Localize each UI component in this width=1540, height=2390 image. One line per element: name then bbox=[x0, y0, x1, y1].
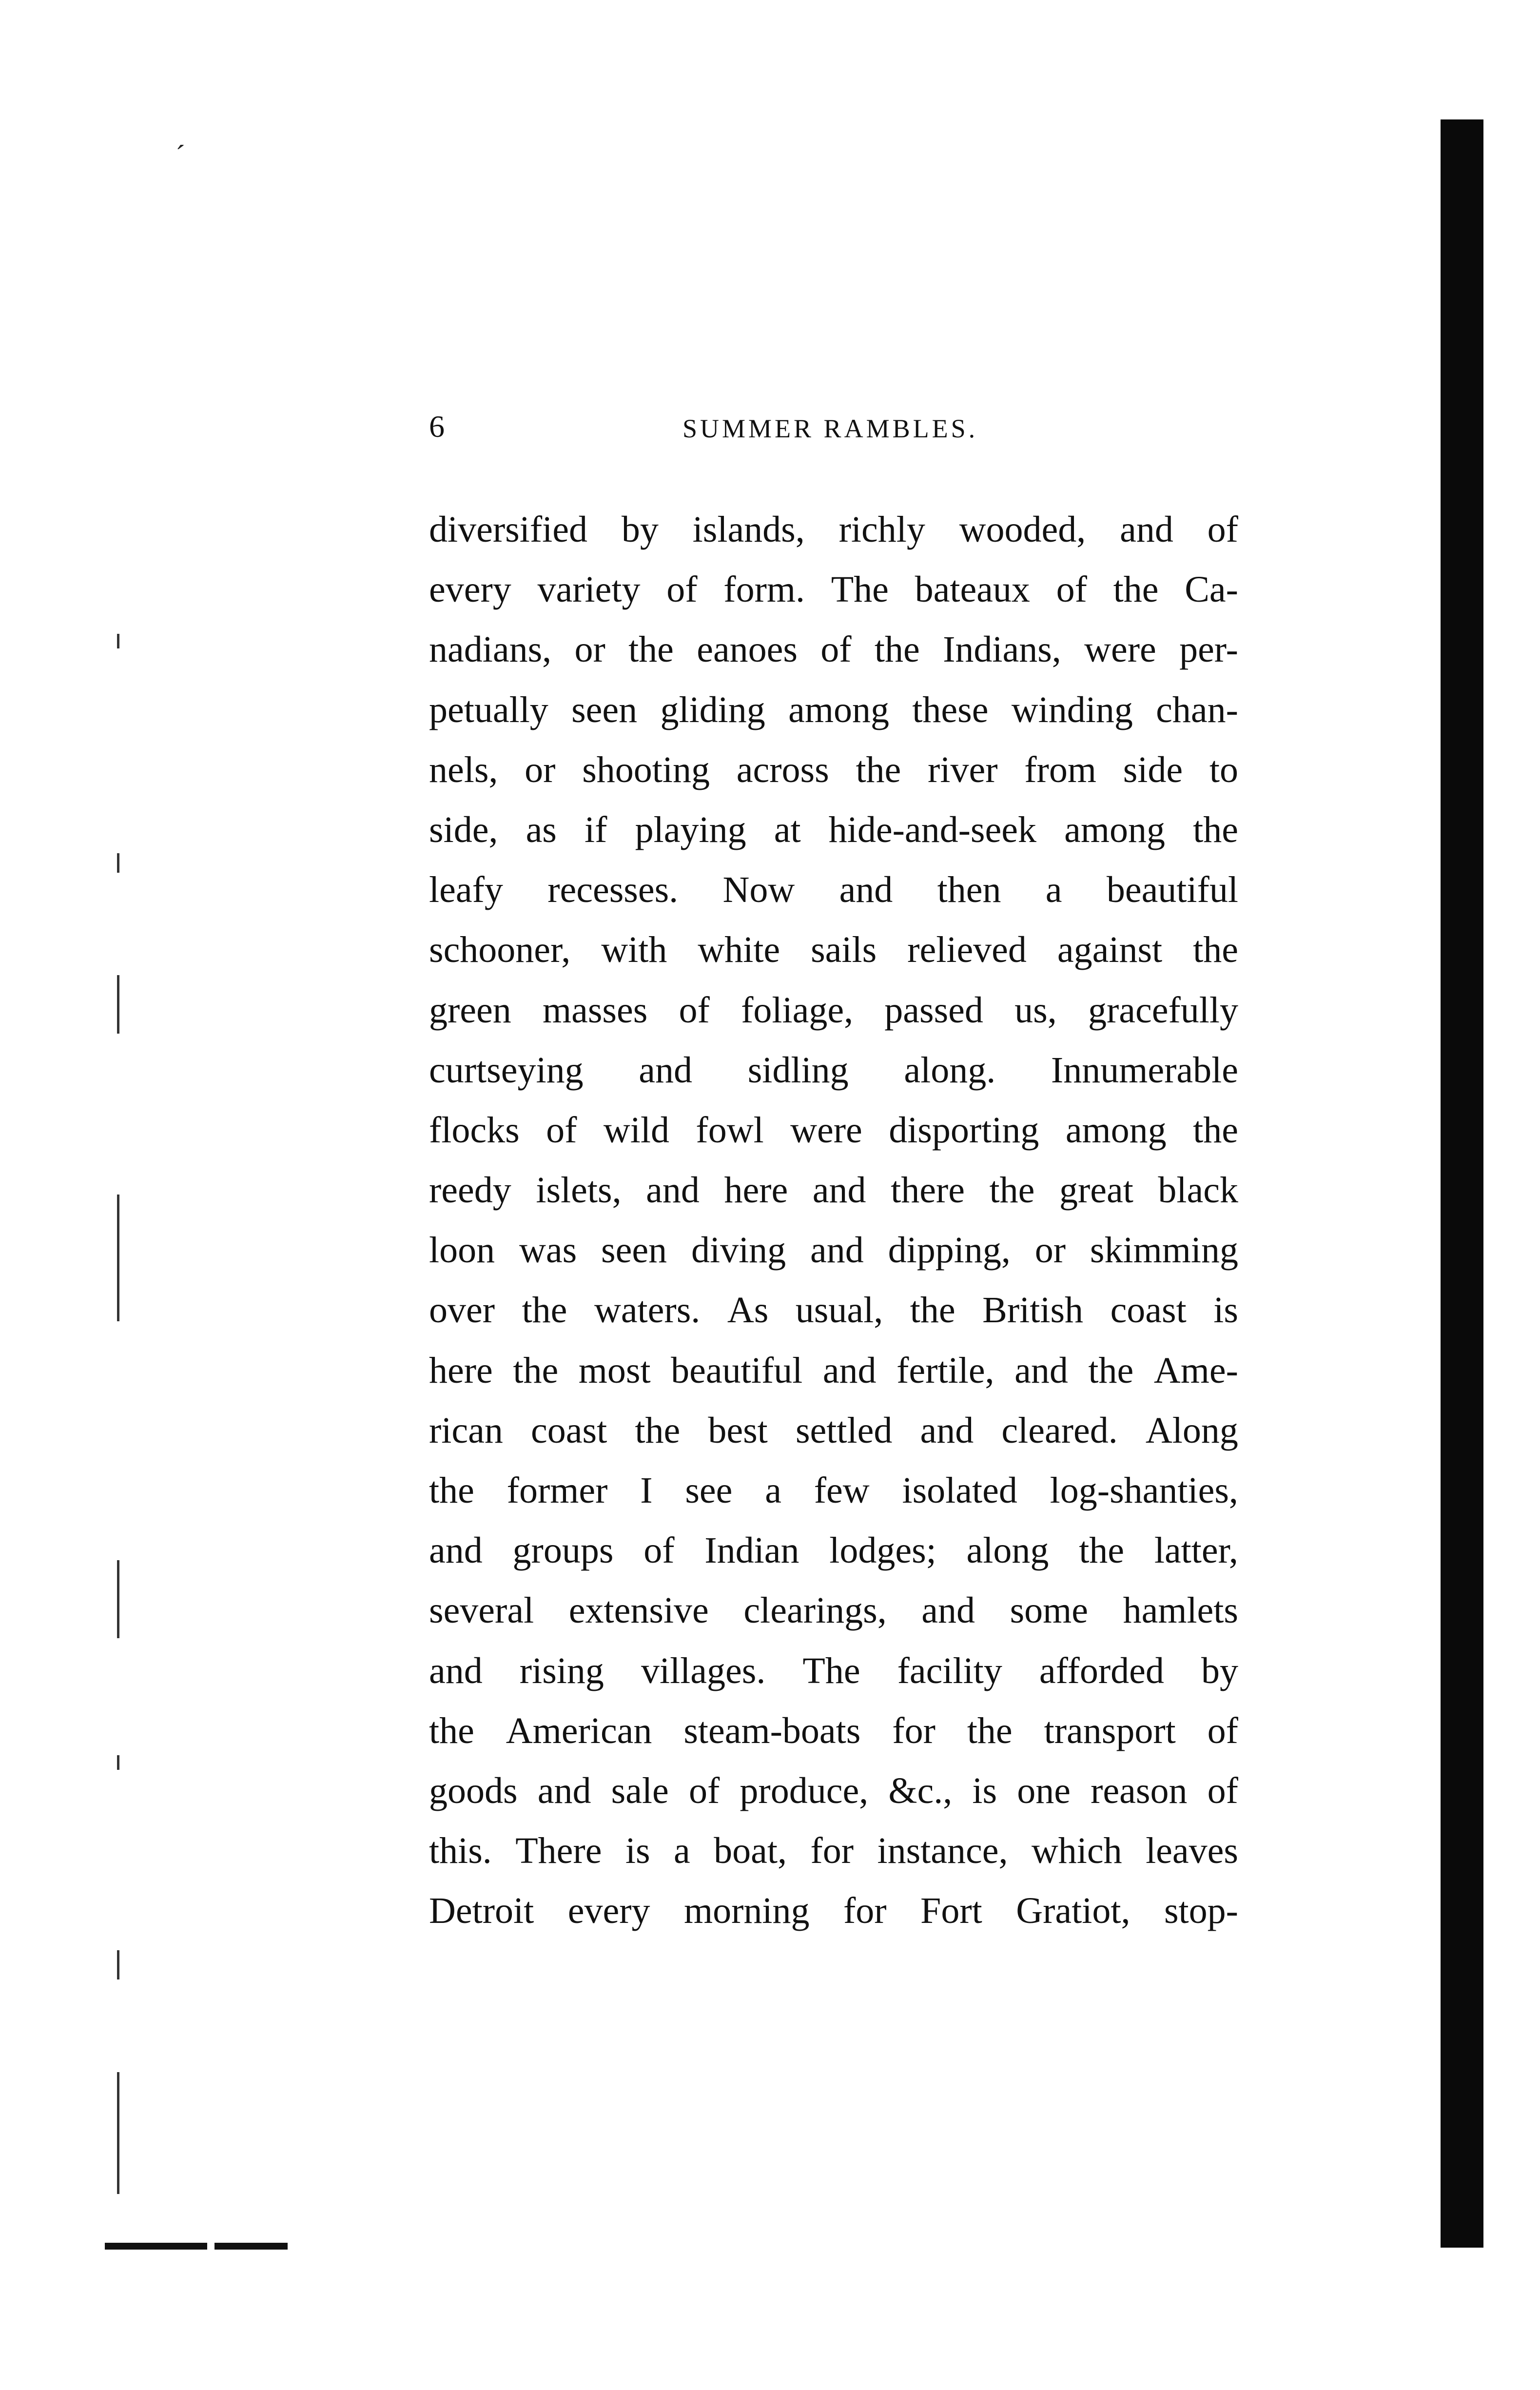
word: cleared. bbox=[1001, 1410, 1118, 1451]
word: morning bbox=[683, 1890, 810, 1932]
word: the bbox=[967, 1710, 1013, 1751]
word: loon bbox=[429, 1230, 495, 1271]
word: foliage, bbox=[741, 989, 854, 1031]
text-line bbox=[429, 500, 1238, 560]
word: which bbox=[1031, 1830, 1122, 1872]
word: the bbox=[635, 1410, 681, 1451]
word: for bbox=[892, 1710, 936, 1751]
word: extensive bbox=[568, 1590, 709, 1631]
body-text bbox=[429, 500, 1238, 1941]
word: stop- bbox=[1164, 1890, 1238, 1932]
word: green bbox=[429, 989, 511, 1031]
word: the bbox=[874, 629, 920, 670]
word: and bbox=[429, 1650, 483, 1691]
text-line bbox=[429, 800, 1238, 860]
word: the bbox=[1193, 1109, 1238, 1151]
word: and bbox=[822, 1350, 877, 1391]
word: across bbox=[736, 749, 829, 790]
text-line bbox=[429, 1581, 1238, 1641]
word: form. bbox=[723, 569, 805, 610]
word: the bbox=[856, 749, 901, 790]
word: coast bbox=[1110, 1290, 1187, 1331]
word: a bbox=[673, 1830, 690, 1872]
word: see bbox=[685, 1470, 733, 1511]
word: per- bbox=[1179, 629, 1238, 670]
word: is bbox=[972, 1770, 997, 1811]
text-line bbox=[429, 860, 1238, 920]
word: along bbox=[966, 1530, 1049, 1571]
text-line bbox=[429, 1341, 1238, 1401]
word: richly bbox=[838, 509, 925, 550]
word: afforded bbox=[1039, 1650, 1164, 1691]
word: or bbox=[1034, 1230, 1066, 1271]
word: The bbox=[802, 1650, 860, 1691]
word: along. bbox=[904, 1049, 996, 1091]
text-line bbox=[429, 1040, 1238, 1100]
running-title: SUMMER RAMBLES. bbox=[682, 414, 978, 443]
word: and bbox=[1120, 509, 1173, 550]
word: for bbox=[843, 1890, 887, 1932]
word: flocks bbox=[429, 1109, 520, 1151]
word: of bbox=[666, 569, 698, 610]
word: produce, bbox=[740, 1770, 869, 1811]
word: these bbox=[912, 689, 989, 730]
word: river bbox=[928, 749, 998, 790]
word: sale bbox=[611, 1770, 669, 1811]
word: wooded, bbox=[959, 509, 1086, 550]
word: lodges; bbox=[829, 1530, 936, 1571]
word: here bbox=[429, 1350, 493, 1391]
word: every bbox=[429, 569, 511, 610]
text-line bbox=[429, 1160, 1238, 1220]
text-line bbox=[429, 1521, 1238, 1581]
word: among bbox=[1064, 809, 1165, 850]
word: dipping, bbox=[888, 1230, 1011, 1271]
word: sails bbox=[811, 929, 877, 971]
word: if bbox=[585, 809, 607, 850]
word: coast bbox=[531, 1410, 607, 1451]
word: and bbox=[429, 1530, 483, 1571]
word: waters. bbox=[594, 1290, 701, 1331]
word: white bbox=[698, 929, 780, 971]
text-line bbox=[429, 1761, 1238, 1821]
word: fertile, bbox=[897, 1350, 994, 1391]
word: and bbox=[920, 1410, 974, 1451]
word: Fort bbox=[920, 1890, 982, 1932]
word: or bbox=[574, 629, 605, 670]
word: steam-boats bbox=[683, 1710, 861, 1751]
word: leaves bbox=[1146, 1830, 1238, 1872]
text-line bbox=[429, 740, 1238, 800]
word: As bbox=[727, 1290, 769, 1331]
word: bateaux bbox=[915, 569, 1030, 610]
word: villages. bbox=[641, 1650, 766, 1691]
word: transport bbox=[1044, 1710, 1176, 1751]
word: among bbox=[788, 689, 889, 730]
word: several bbox=[429, 1590, 534, 1631]
word: hide-and-seek bbox=[828, 809, 1036, 850]
word: the bbox=[513, 1350, 559, 1391]
word: Indians, bbox=[943, 629, 1061, 670]
ink-speck: ´ bbox=[175, 139, 185, 172]
word: islets, bbox=[536, 1170, 622, 1211]
word: I bbox=[640, 1470, 653, 1511]
word: of bbox=[679, 989, 710, 1031]
text-line bbox=[429, 1701, 1238, 1761]
word: to bbox=[1209, 749, 1238, 790]
word: former bbox=[507, 1470, 608, 1511]
word: Indian bbox=[704, 1530, 799, 1571]
word: the bbox=[910, 1290, 955, 1331]
text-line bbox=[429, 1641, 1238, 1701]
word: or bbox=[525, 749, 556, 790]
word: boat, bbox=[714, 1830, 787, 1872]
word: skimming bbox=[1090, 1230, 1238, 1271]
word: some bbox=[1010, 1590, 1089, 1631]
word: Detroit bbox=[429, 1890, 534, 1932]
word: Now bbox=[722, 869, 795, 911]
word: us, bbox=[1014, 989, 1057, 1031]
word: winding bbox=[1011, 689, 1133, 730]
word: and bbox=[646, 1170, 700, 1211]
word: isolated bbox=[902, 1470, 1017, 1511]
word: every bbox=[567, 1890, 650, 1932]
text-line bbox=[429, 920, 1238, 980]
word: wild bbox=[603, 1109, 669, 1151]
word: the bbox=[429, 1470, 474, 1511]
word: goods bbox=[429, 1770, 518, 1811]
word: hamlets bbox=[1123, 1590, 1238, 1631]
word: from bbox=[1024, 749, 1096, 790]
word: here bbox=[724, 1170, 788, 1211]
text-line bbox=[429, 1881, 1238, 1941]
word: gracefully bbox=[1088, 989, 1238, 1031]
word: great bbox=[1059, 1170, 1133, 1211]
word: of bbox=[1207, 1770, 1238, 1811]
word: one bbox=[1017, 1770, 1071, 1811]
word: the bbox=[1193, 809, 1238, 850]
word: and bbox=[839, 869, 893, 911]
word: the bbox=[429, 1710, 474, 1751]
word: The bbox=[831, 569, 889, 610]
word: schooner, bbox=[429, 929, 571, 971]
word: usual, bbox=[795, 1290, 883, 1331]
text-line bbox=[429, 1280, 1238, 1340]
word: at bbox=[774, 809, 801, 850]
word: and bbox=[921, 1590, 975, 1631]
text-line bbox=[429, 680, 1238, 740]
text-line bbox=[429, 1100, 1238, 1160]
word: were bbox=[790, 1109, 862, 1151]
word: for bbox=[810, 1830, 854, 1872]
word: Gratiot, bbox=[1016, 1890, 1131, 1932]
word: few bbox=[814, 1470, 870, 1511]
word: fowl bbox=[696, 1109, 764, 1151]
word: instance, bbox=[877, 1830, 1008, 1872]
word: the bbox=[628, 629, 674, 670]
word: the bbox=[989, 1170, 1035, 1211]
word: facility bbox=[897, 1650, 1002, 1691]
word: diversified bbox=[429, 509, 588, 550]
text-line bbox=[429, 560, 1238, 620]
word: was bbox=[519, 1230, 577, 1271]
word: of bbox=[688, 1770, 720, 1811]
text-line bbox=[429, 1821, 1238, 1881]
word: the bbox=[1079, 1530, 1125, 1571]
word: this. bbox=[429, 1830, 492, 1872]
word: Ame- bbox=[1153, 1350, 1238, 1391]
word: and bbox=[1014, 1350, 1068, 1391]
word: with bbox=[601, 929, 667, 971]
word: log-shanties, bbox=[1050, 1470, 1238, 1511]
word: nels, bbox=[429, 749, 498, 790]
word: is bbox=[1213, 1290, 1238, 1331]
binding-edge bbox=[1441, 119, 1483, 2248]
word: rising bbox=[519, 1650, 604, 1691]
word: Innumerable bbox=[1051, 1049, 1238, 1091]
word: the bbox=[1113, 569, 1159, 610]
word: islands, bbox=[692, 509, 805, 550]
word: reedy bbox=[429, 1170, 511, 1211]
word: side bbox=[1123, 749, 1183, 790]
word: a bbox=[765, 1470, 781, 1511]
word: most bbox=[578, 1350, 651, 1391]
word: of bbox=[1056, 569, 1087, 610]
word: curtseying bbox=[429, 1049, 584, 1091]
word: &c., bbox=[888, 1770, 953, 1811]
word: and bbox=[812, 1170, 866, 1211]
word: seen bbox=[601, 1230, 667, 1271]
bottom-rule-left bbox=[105, 2243, 207, 2250]
word: disporting bbox=[889, 1109, 1039, 1151]
word: masses bbox=[543, 989, 648, 1031]
word: of bbox=[820, 629, 852, 670]
word: were bbox=[1084, 629, 1156, 670]
word: a bbox=[1045, 869, 1062, 911]
word: and bbox=[810, 1230, 864, 1271]
word: gliding bbox=[660, 689, 765, 730]
word: is bbox=[625, 1830, 650, 1872]
word: of bbox=[1207, 509, 1238, 550]
gutter-marks bbox=[112, 634, 132, 2194]
word: petually bbox=[429, 689, 548, 730]
word: against bbox=[1057, 929, 1163, 971]
word: as bbox=[526, 809, 557, 850]
word: among bbox=[1065, 1109, 1167, 1151]
page-header bbox=[429, 407, 1238, 446]
word: the bbox=[1193, 929, 1238, 971]
word: and bbox=[639, 1049, 693, 1091]
word: reason bbox=[1091, 1770, 1188, 1811]
word: passed bbox=[884, 989, 983, 1031]
word: Ca- bbox=[1185, 569, 1238, 610]
word: of bbox=[643, 1530, 675, 1571]
word: nadians, bbox=[429, 629, 552, 670]
word: seen bbox=[571, 689, 638, 730]
word: and bbox=[537, 1770, 591, 1811]
word: recesses. bbox=[547, 869, 679, 911]
word: beautiful bbox=[671, 1350, 803, 1391]
page-number: 6 bbox=[429, 409, 445, 444]
word: over bbox=[429, 1290, 495, 1331]
word: settled bbox=[795, 1410, 893, 1451]
word: there bbox=[891, 1170, 965, 1211]
word: of bbox=[1207, 1710, 1238, 1751]
word: eanoes bbox=[697, 629, 798, 670]
word: the bbox=[1088, 1350, 1134, 1391]
bottom-rule-right bbox=[214, 2243, 288, 2250]
word: black bbox=[1158, 1170, 1238, 1211]
text-line bbox=[429, 1220, 1238, 1280]
word: shooting bbox=[582, 749, 710, 790]
word: groups bbox=[512, 1530, 614, 1571]
text-line bbox=[429, 1461, 1238, 1521]
word: variety bbox=[537, 569, 641, 610]
word: relieved bbox=[907, 929, 1027, 971]
word: playing bbox=[635, 809, 746, 850]
word: of bbox=[546, 1109, 577, 1151]
word: clearings, bbox=[743, 1590, 887, 1631]
word: There bbox=[515, 1830, 602, 1872]
word: diving bbox=[691, 1230, 786, 1271]
text-line bbox=[429, 1401, 1238, 1461]
word: side, bbox=[429, 809, 498, 850]
word: the bbox=[522, 1290, 567, 1331]
word: rican bbox=[429, 1410, 503, 1451]
word: beautiful bbox=[1106, 869, 1238, 911]
word: latter, bbox=[1154, 1530, 1238, 1571]
word: by bbox=[1201, 1650, 1238, 1691]
word: sidling bbox=[747, 1049, 849, 1091]
word: Along bbox=[1145, 1410, 1238, 1451]
word: best bbox=[708, 1410, 768, 1451]
word: chan- bbox=[1156, 689, 1238, 730]
text-line bbox=[429, 980, 1238, 1040]
word: then bbox=[937, 869, 1001, 911]
word: by bbox=[621, 509, 659, 550]
word: American bbox=[506, 1710, 652, 1751]
word: leafy bbox=[429, 869, 503, 911]
text-line bbox=[429, 620, 1238, 680]
word: British bbox=[982, 1290, 1084, 1331]
